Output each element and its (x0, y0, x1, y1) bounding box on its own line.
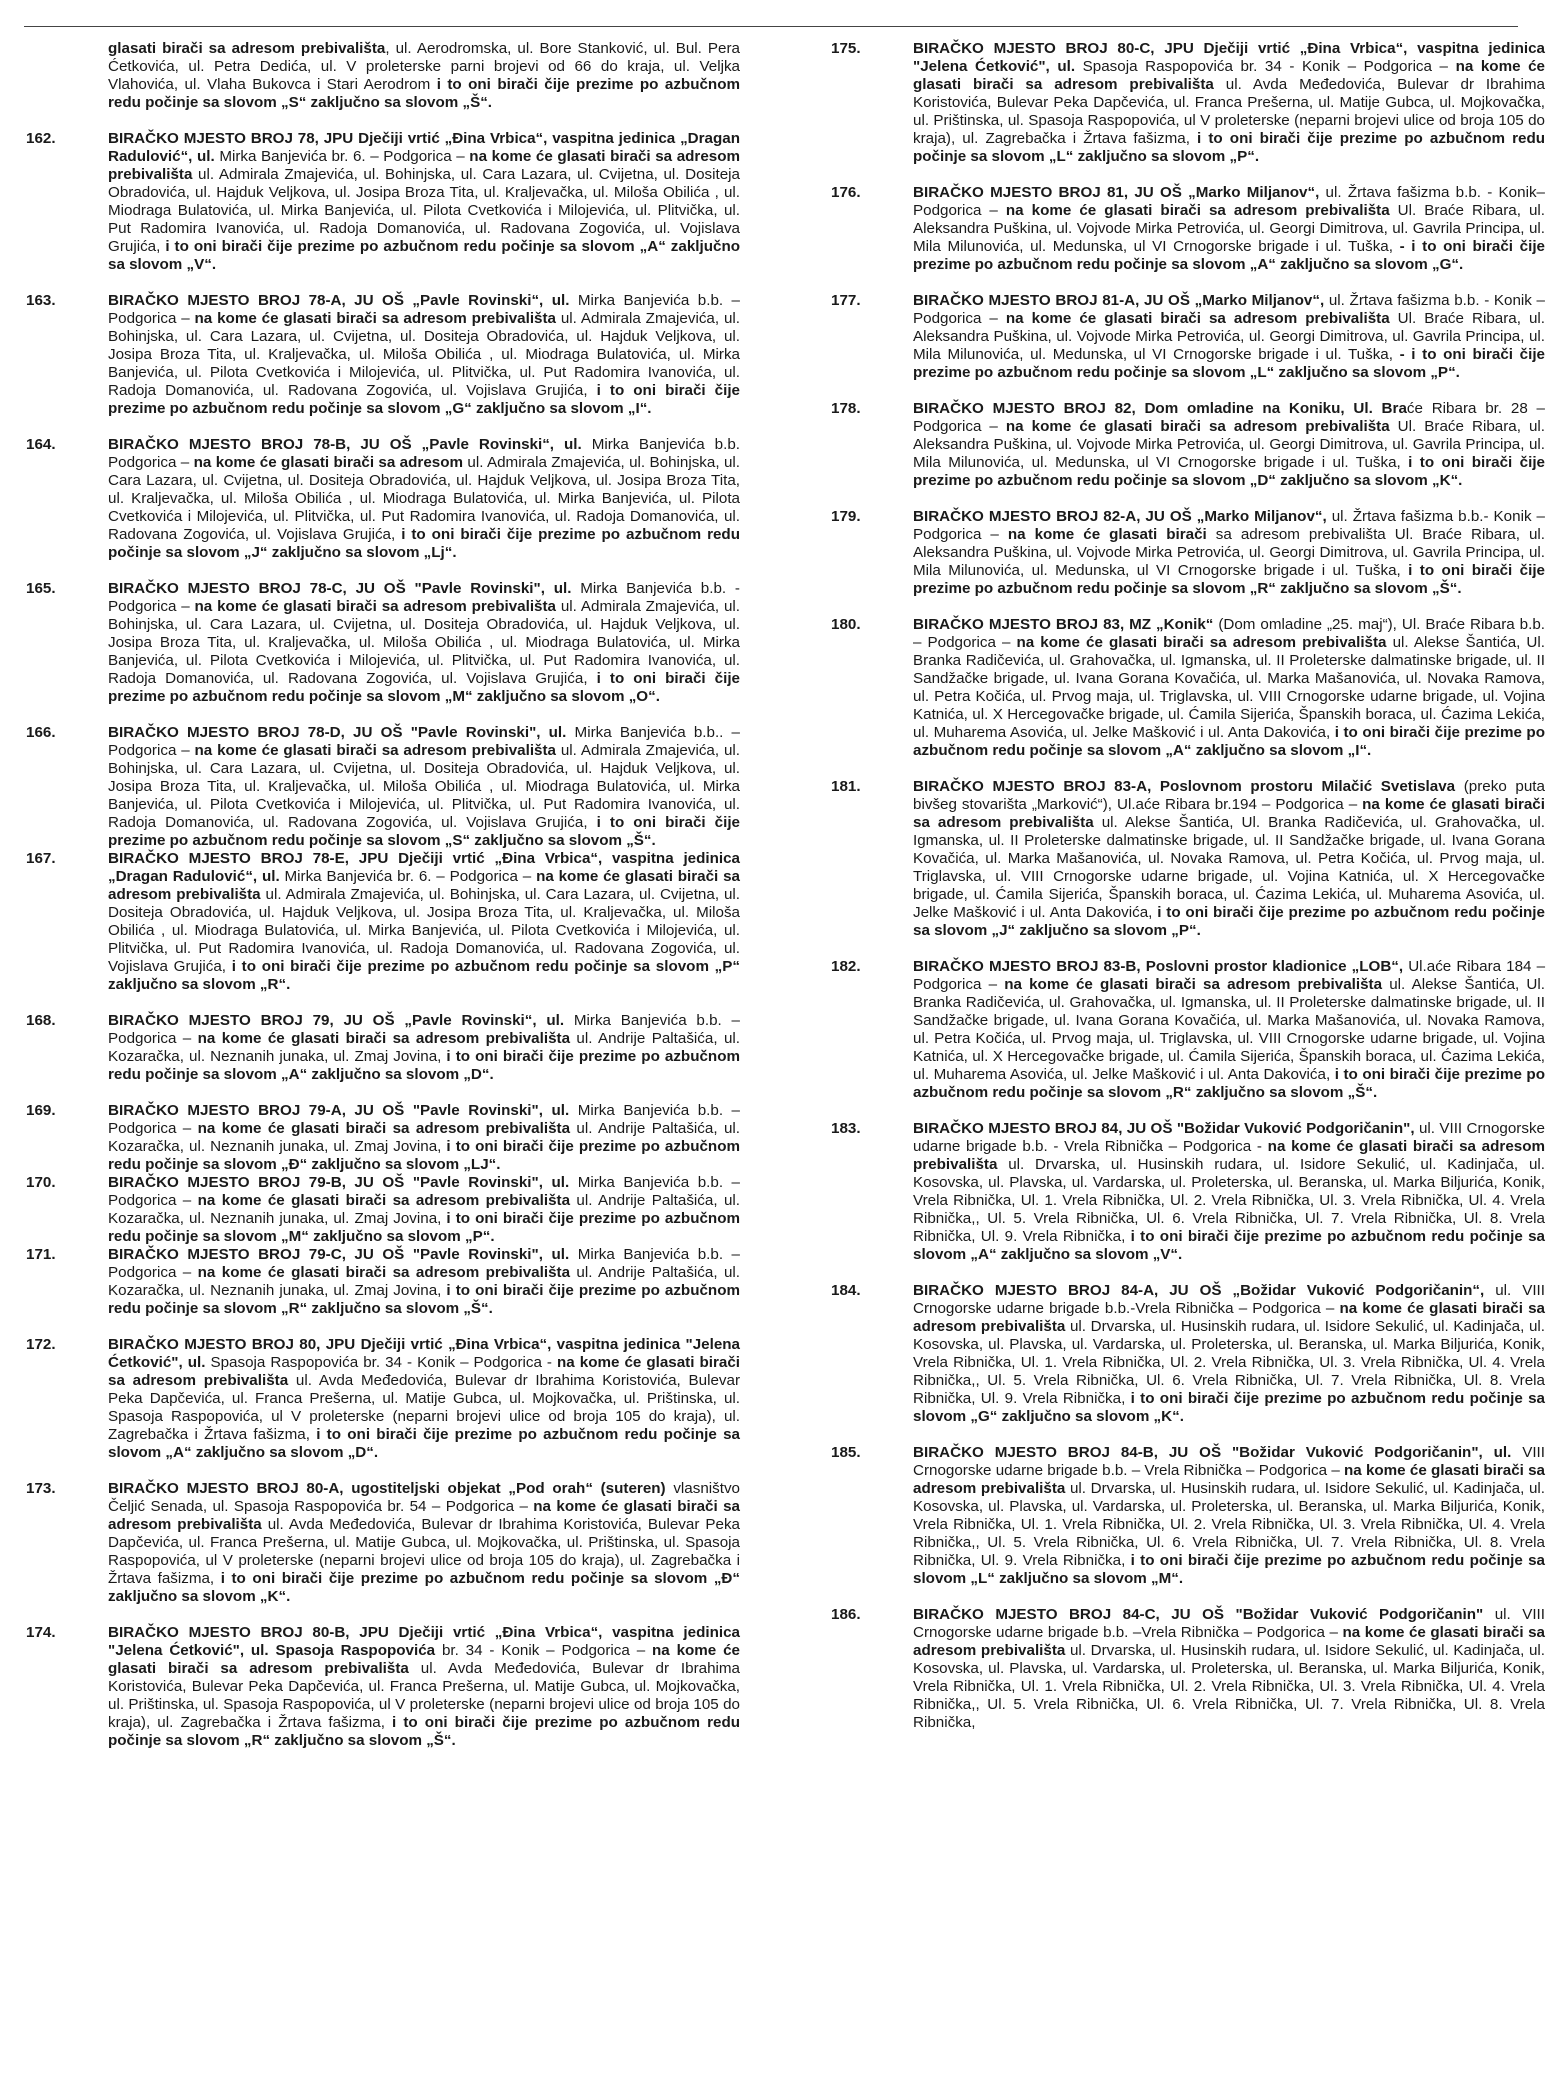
entry-text-bold: i to oni birači čije prezime po azbučnom redu počinje sa slovom „R“ zaključno sa slovom „Š“. (108, 1714, 741, 1749)
entry-text-regular: , ul. Aerodromska, ul. Bore Stanković, ul. Bul. Pera Ćetkovića, ul. Petra Dedića, ul. V proleterske parni brojevi od 66 do kraja, ul. Veljka Vlahovića, ul. Vlaha Bukovca i Stari Aerodrom (108, 40, 740, 93)
entry-text-regular: (preko puta bivšeg stovarišta „Marković“), Ul.aće Ribara br.194 – Podgorica – (913, 778, 1545, 813)
entry-text-regular: ul. Admirala Zmajevića, ul. Bohinjska, ul. Cara Lazara, ul. Cvijetna, ul. Dositeja Obradovića, ul. Hajduk Veljkova, ul. Josipa Broza Tita, ul. Kraljevačka, ul. Miloša Obilića , ul. Miodraga Bulatovića, ul. Mirka Banjevića, ul. Pilota Cvetkovića i Milojevića, ul. Plitvička, ul. Put Radomira Ivanovića, ul. Radoja Domanovića, ul. Radovana Zogovića, ul. Vojislava Grujića, (108, 310, 740, 399)
entry-text-regular: Mirka Banjevića b.b. – Podgorica – (108, 1102, 740, 1137)
entry-text-bold: na kome će glasati birači sa adresom prebivališta (194, 598, 556, 615)
entry-text-bold: BIRAČKO MJESTO BROJ 84-C, JU OŠ "Božidar Vuković Podgoričanin" (913, 1606, 1484, 1623)
entry-text-bold: na kome će glasati birači sa adresom prebivališta (1005, 310, 1390, 327)
entry-number: 182. (831, 958, 861, 975)
entry-text-bold: na kome će glasati birači sa adresom prebivališta (194, 310, 556, 327)
entry-text-bold: na kome će glasati birači sa adresom prebivališta (913, 1138, 1545, 1173)
entry-text-bold: i to oni birači čije prezime po azbučnom redu počinje sa slovom „A“ zaključno sa slovom „D“. (108, 1048, 740, 1083)
entry-text-bold: i to oni birači čije prezime po azbučnom redu počinje sa slovom „M“ zaključno sa slovom „O“. (108, 670, 740, 705)
entry-text-bold: i to oni birači čije prezime po azbučnom redu počinje sa slovom „L“ zaključno sa slovom „M“. (913, 1552, 1545, 1587)
entry-text-bold: BIRAČKO MJESTO BROJ 78-A, JU OŠ „Pavle Rovinski“, ul. (108, 292, 570, 309)
entry-text-bold: na kome će glasati birači sa adresom prebivališta (108, 1642, 740, 1677)
polling-station-entry (12, 40, 740, 112)
entry-text-bold: i to oni birači čije prezime po azbučnom redu počinje sa slovom „R“ zaključno sa slovom „Š“. (913, 1066, 1545, 1101)
entry-text-bold: i to oni birači čije prezime po azbučnom redu počinje sa slovom „D“ zaključno sa slovom „K“. (913, 454, 1545, 489)
entry-text-bold: i to oni birači čije prezime po azbučnom redu počinje sa slovom „A“ zaključno sa slovom „V“. (913, 1228, 1545, 1263)
polling-station-entry (817, 778, 1545, 940)
entry-text-bold: BIRAČKO MJESTO BROJ 84, JU OŠ "Božidar Vuković Podgoričanin", (913, 1120, 1415, 1137)
entry-text-bold: glasati birači sa adresom prebivališta (108, 40, 386, 57)
entry-text (913, 184, 1545, 274)
entry-number: 180. (831, 616, 861, 633)
entry-text-bold: na kome će glasati birači (1007, 526, 1207, 543)
polling-station-entry (12, 1102, 740, 1174)
entry-number: 170. (26, 1174, 56, 1191)
entry-text-bold: na kome će glasati birači sa adresom prebivališta (197, 1264, 571, 1281)
entry-number (12, 40, 108, 112)
entry-number: 174. (26, 1624, 56, 1641)
entry-text-regular: ul. Avda Međedovića, Bulevar dr Ibrahima Koristovića, Bulevar Peka Dapčevića, ul. Franca Prešerna, ul. Matije Gubca, ul. Mojkovačka, ul. Prištinska, ul. Spasoja Raspopovića, ul V proleterske (neparni brojevi ulice od broja 105 do kraja), ul. Zagrebačka i Žrtava fašizma, (108, 1372, 740, 1443)
entry-number: 175. (831, 40, 861, 57)
entry-text-regular: će Ribara br. 28 – Podgorica – (913, 400, 1545, 435)
polling-station-entry (817, 1120, 1545, 1264)
entry-number: 167. (26, 850, 56, 867)
entry-text-regular: ul. Alekse Šantića, Ul. Branka Radičevića, ul. Grahovačka, ul. Igmanska, ul. II Proleterske dalmatinske brigade, ul. II Sandžačke brigade, ul. Ivana Gorana Kovačića, ul. Marka Mašanovića, ul. Novaka Ramova, ul. Petra Kočića, ul. Prvog maja, ul. Triglavska, ul. VIII Crnogorske udarne brigade, ul. Vojina Katnića, ul. X Hercegovačke brigade, ul. Ćamila Sijerića, Španskih boraca, ul. Ćazima Lekića, ul. Muharema Asovića, ul. Jelke Mašković i ul. Anta Dakovića, (913, 976, 1545, 1083)
entry-text-bold: na kome će glasati birači sa adresom prebivališta (197, 1120, 571, 1137)
entry-text-bold: na kome će glasati birači sa adresom (193, 454, 463, 471)
entry-number: 177. (831, 292, 861, 309)
entry-text-bold: BIRAČKO MJESTO BROJ 79-B, JU OŠ "Pavle Rovinski", ul. (108, 1174, 570, 1191)
entry-text-bold: BIRAČKO MJESTO BROJ 80-A, ugostiteljski objekat „Pod orah“ (suteren) (108, 1480, 666, 1497)
entry-number: 165. (26, 580, 56, 597)
entry-text-regular: ul. VIII Crnogorske udarne brigade b.b. –Vrela Ribnička – Podgorica – (913, 1606, 1545, 1641)
entry-text-bold: BIRAČKO MJESTO BROJ 82-A, JU OŠ „Marko Miljanov“, (913, 508, 1327, 525)
entry-text-bold: BIRAČKO MJESTO BROJ 80-B, JPU Dječiji vrtić „Đina Vrbica“, vaspitna jedinica "Jelena Ćetković", ul. Spasoja Raspopovića (108, 1624, 740, 1659)
entry-text-bold: - i to oni birači čije prezime po azbučnom redu počinje sa slovom „A“ zaključno sa slovom „G“. (913, 238, 1545, 273)
entry-text-bold: i to oni birači čije prezime po azbučnom redu počinje sa slovom „G“ zaključno sa slovom „I“. (108, 382, 740, 417)
entry-text-bold: na kome će glasati birači sa adresom prebivališta (197, 1192, 571, 1209)
entry-text-bold: na kome će glasati birači sa adresom prebivališta (1005, 418, 1390, 435)
entry-text-bold: BIRAČKO MJESTO BROJ 78-B, JU OŠ „Pavle Rovinski“, ul. (108, 436, 582, 453)
entry-text-bold: BIRAČKO MJESTO BROJ 80-C, JPU Dječiji vrtić „Đina Vrbica“, vaspitna jedinica "Jelena Ćetković", ul. (913, 40, 1545, 75)
polling-station-entry (12, 580, 740, 706)
entry-text-regular: ul. Andrije Paltašića, ul. Kozaračka, ul. Neznanih junaka, ul. Zmaj Jovina, (108, 1264, 741, 1299)
polling-station-entry (12, 292, 740, 418)
entry-text-bold: na kome će glasati birači sa adresom prebivališta (194, 742, 556, 759)
entry-text (108, 1012, 740, 1084)
entry-text-regular: Mirka Banjevića b.b. – Podgorica – (108, 1174, 740, 1209)
entry-text-bold: i to oni birači čije prezime po azbučnom redu počinje sa slovom „L“ zaključno sa slovom „P“. (913, 130, 1546, 165)
entry-text-regular: Spasoja Raspopovića br. 34 - Konik – Podgorica – (1075, 58, 1456, 75)
entry-text-bold: i to oni birači čije prezime po azbučnom redu počinje sa slovom „A“ zaključno sa slovom „D“. (108, 1426, 740, 1461)
entry-text (913, 40, 1545, 166)
polling-station-entry (817, 1444, 1545, 1588)
polling-station-entry (817, 616, 1545, 760)
entry-text (108, 724, 740, 850)
entry-number: 178. (831, 400, 861, 417)
right-column (817, 40, 1545, 1732)
entry-text-bold: BIRAČKO MJESTO BROJ 80, JPU Dječiji vrtić „Đina Vrbica“, vaspitna jedinica "Jelena Ćetković", ul. (108, 1336, 740, 1371)
entry-text-bold: BIRAČKO MJESTO BROJ 84-B, JU OŠ "Božidar Vuković Podgoričanin", ul. (913, 1444, 1512, 1461)
entry-number: 181. (831, 778, 861, 795)
entry-text-regular: Ul. Braće Ribara, ul. Aleksandra Puškina, ul. Vojvode Mirka Petrovića, ul. Georgi Dimitrova, ul. Gavrila Principa, ul. Mila Milunovića, ul. Medunska, ul VI Crnogorske brigade i ul. Tuška, (913, 418, 1546, 471)
entry-text (108, 292, 740, 418)
entry-text-bold: i to oni birači čije prezime po azbučnom redu počinje sa slovom „S“ zaključno sa slovom „Š“. (108, 76, 740, 111)
entry-text-bold: na kome će glasati birači sa adresom prebivališta (1016, 634, 1387, 651)
entry-text (913, 508, 1545, 598)
entry-text-regular: ul. Avda Međedovića, Bulevar dr Ibrahima Koristovića, Bulevar Peka Dapčevića, ul. Franca Prešerna, ul. Matije Gubca, ul. Mojkovačka, ul. Prištinska, ul. Spasoja Raspopovića, ul V proleterske (neparni brojevi ulice od broja 105 do kraja), ul. Zagrebačka i Žrtava fašizma, (108, 1660, 740, 1731)
entry-text-regular: Spasoja Raspopovića br. 34 - Konik – Podgorica - (205, 1354, 558, 1371)
entry-text (913, 1606, 1545, 1732)
entry-text (108, 580, 740, 706)
entry-text-bold: BIRAČKO MJESTO BROJ 79-A, JU OŠ "Pavle Rovinski", ul. (108, 1102, 570, 1119)
entry-text-regular: br. 34 - Konik – Podgorica – (435, 1642, 652, 1659)
entry-text-regular: Mirka Banjevića b.b. Podgorica – (108, 436, 740, 471)
polling-station-entry (12, 850, 740, 994)
entry-text-regular: sa adresom prebivališta Ul. Braće Ribara, ul. Aleksandra Puškina, ul. Vojvode Mirka Petrovića, ul. Georgi Dimitrova, ul. Gavrila Principa, ul. Mila Milunovića, ul. Medunska, ul VI Crnogorske brigade i ul. Tuška, (913, 526, 1545, 579)
left-column (12, 40, 740, 1750)
entry-text-bold: i to oni birači čije prezime po azbučnom redu počinje sa slovom „M“ zaključno sa slovom „P“. (108, 1210, 740, 1245)
entry-text-regular: ul. Drvarska, ul. Husinskih rudara, ul. Isidore Sekulić, ul. Kadinjača, ul. Kosovska, ul. Plavska, ul. Vardarska, ul. Proleterska, ul. Beranska, ul. Marka Biljurića, Konik, Vrela Ribnička, Ul. 1. Vrela Ribnička, Ul. 2. Vrela Ribnička, Ul. 3. Vrela Ribnička, Ul. 4. Vrela Ribnička,, Ul. 5. Vrela Ribnička, Ul. 6. Vrela Ribnička, Ul. 7. Vrela Ribnička, Ul. 8. Vrela Ribnička, Ul. 9. Vrela Ribnička, (913, 1156, 1545, 1245)
entry-text-bold: BIRAČKO MJESTO BROJ 81, JU OŠ „Marko Miljanov“, (913, 184, 1320, 201)
polling-station-entry (817, 508, 1545, 598)
entry-text-bold: i to oni birači čije prezime po azbučnom redu počinje sa slovom „R“ zaključno sa slovom „Š“. (108, 1282, 740, 1317)
entry-text (108, 1102, 740, 1174)
entry-text (913, 1282, 1545, 1426)
entry-number: 185. (831, 1444, 861, 1461)
entry-text-bold: BIRAČKO MJESTO BROJ 83-B, Poslovni prostor kladionice „LOB“, (913, 958, 1404, 975)
entry-text-regular: ul. Žrtava fašizma b.b. - Konik– Podgorica – (913, 184, 1545, 219)
entry-text-bold: i to oni birači čije prezime po azbučnom redu počinje sa slovom „J“ zaključno sa slovom „P“. (913, 904, 1545, 939)
entry-text-bold: na kome će glasati birači sa adresom prebivališta (1004, 976, 1383, 993)
entry-text-bold: BIRAČKO MJESTO BROJ 79-C, JU OŠ "Pavle Rovinski", ul. (108, 1246, 570, 1263)
entry-text-regular: ul. Drvarska, ul. Husinskih rudara, ul. Isidore Sekulić, ul. Kadinjača, ul. Kosovska, ul. Plavska, ul. Vardarska, ul. Proleterska, ul. Beranska, ul. Marka Biljurića, Konik, Vrela Ribnička, Ul. 1. Vrela Ribnička, Ul. 2. Vrela Ribnička, Ul. 3. Vrela Ribnička, Ul. 4. Vrela Ribnička,, Ul. 5. Vrela Ribnička, Ul. 6. Vrela Ribnička, Ul. 7. Vrela Ribnička, Ul. 8. Vrela Ribnička, Ul. 9. Vrela Ribnička, (913, 1480, 1545, 1569)
entry-text (913, 292, 1545, 382)
entry-text (108, 850, 740, 994)
entry-text-bold: i to oni birači čije prezime po azbučnom redu počinje sa slovom „P“ zaključno sa slovom „R“. (108, 958, 740, 993)
entry-text-regular: Ul. Braće Ribara, ul. Aleksandra Puškina, ul. Vojvode Mirka Petrovića, ul. Georgi Dimitrova, ul. Gavrila Principa, ul. Mila Milunovića, ul. Medunska, ul VI Crnogorske brigade i ul. Tuška, (913, 202, 1546, 255)
entry-number: 173. (26, 1480, 56, 1497)
entry-text-regular: Mirka Banjevića br. 6. – Podgorica – (279, 868, 537, 885)
entry-text-bold: BIRAČKO MJESTO BROJ 78-C, JU OŠ "Pavle Rovinski", ul. (108, 580, 572, 597)
entry-text-bold: - i to oni birači čije prezime po azbučnom redu počinje sa slovom „L“ zaključno sa slovom „P“. (913, 346, 1545, 381)
entry-number: 171. (26, 1246, 56, 1263)
entry-text-regular: ul. Alekse Šantića, Ul. Branka Radičevića, ul. Grahovačka, ul. Igmanska, ul. II Proleterske dalmatinske brigade, ul. II Sandžačke brigade, ul. Ivana Gorana Kovačića, ul. Marka Mašanovića, ul. Novaka Ramova, ul. Petra Kočića, ul. Prvog maja, ul. Triglavska, ul. VIII Crnogorske udarne brigade, ul. Vojina Katnića, ul. X Hercegovačke brigade, ul. Ćamila Sijerića, Španskih boraca, ul. Ćazima Lekića, ul. Muharema Asovića, ul. Jelke Mašković i ul. Anta Dakovića, (913, 634, 1545, 741)
entry-number: 168. (26, 1012, 56, 1029)
entry-text (108, 1336, 740, 1462)
entry-text-bold: na kome će glasati birači sa adresom prebivališta (108, 148, 740, 183)
entry-text-regular: ul. Admirala Zmajevića, ul. Bohinjska, ul. Cara Lazara, ul. Cvijetna, ul. Dositeja Obradovića, ul. Hajduk Veljkova, ul. Josipa Broza Tita, ul. Kraljevačka, ul. Miloša Obilića , ul. Miodraga Bulatovića, ul. Mirka Banjevića, ul. Pilota Cvetkovića i Milojevića, ul. Plitvička, ul. Put Radomira Ivanovića, ul. Radoja Domanovića, ul. Radovana Zogovića, ul. Vojislava Grujića, (108, 886, 740, 975)
entry-number: 186. (831, 1606, 861, 1623)
entry-text (913, 400, 1545, 490)
polling-station-entry (817, 958, 1545, 1102)
entry-text-regular: (Dom omladine „25. maj“), Ul. Braće Ribara b.b. – Podgorica – (913, 616, 1545, 651)
polling-station-entry (12, 1174, 740, 1246)
entry-text-regular: ul. Drvarska, ul. Husinskih rudara, ul. Isidore Sekulić, ul. Kadinjača, ul. Kosovska, ul. Plavska, ul. Vardarska, ul. Proleterska, ul. Beranska, ul. Marka Biljurića, Konik, Vrela Ribnička, Ul. 1. Vrela Ribnička, Ul. 2. Vrela Ribnička, Ul. 3. Vrela Ribnička, Ul. 4. Vrela Ribnička,, Ul. 5. Vrela Ribnička, Ul. 6. Vrela Ribnička, Ul. 7. Vrela Ribnička, Ul. 8. Vrela Ribnička, (913, 1642, 1545, 1731)
entry-text-bold: BIRAČKO MJESTO BROJ 83, MZ „Konik“ (913, 616, 1214, 633)
entry-text-bold: i to oni birači čije prezime po azbučnom redu počinje sa slovom „A“ zaključno sa slovom „I“. (913, 724, 1545, 759)
entry-number: 184. (831, 1282, 861, 1299)
entry-text-regular: ul. Avda Međedovića, Bulevar dr Ibrahima Koristovića, Bulevar Peka Dapčevića, ul. Franca Prešerna, ul. Matije Gubca, ul. Mojkovačka, ul. Prištinska, ul. Spasoja Raspopovića, ul V proleterske (neparni brojevi ulice od broja 105 do kraja), ul. Zagrebačka i Žrtava fašizma, (108, 1516, 740, 1587)
polling-station-entry (817, 292, 1545, 382)
entry-text-bold: BIRAČKO MJESTO BROJ 82, Dom omladine na Koniku, Ul. Bra (913, 400, 1407, 417)
entry-number: 172. (26, 1336, 56, 1353)
entry-text (108, 130, 740, 274)
entry-text-bold: na kome će glasati birači sa adresom prebivališta (108, 1498, 740, 1533)
entry-text-regular: ul. Avda Međedovića, Bulevar dr Ibrahima Koristovića, Bulevar Peka Dapčevića, ul. Franca Prešerna, ul. Matije Gubca, ul. Mojkovačka, ul. Prištinska, ul. Spasoja Raspopovića, ul V proleterske (neparni brojevi ulice od broja 105 do kraja), ul. Zagrebačka i Žrtava fašizma, (913, 76, 1545, 147)
entry-text-bold: BIRAČKO MJESTO BROJ 81-A, JU OŠ „Marko Miljanov“, (913, 292, 1325, 309)
entry-number: 162. (26, 130, 56, 147)
entry-text-regular: ul. Drvarska, ul. Husinskih rudara, ul. Isidore Sekulić, ul. Kadinjača, ul. Kosovska, ul. Plavska, ul. Vardarska, ul. Proleterska, ul. Beranska, ul. Marka Biljurića, Konik, Vrela Ribnička, Ul. 1. Vrela Ribnička, Ul. 2. Vrela Ribnička, Ul. 3. Vrela Ribnička, Ul. 4. Vrela Ribnička,, Ul. 5. Vrela Ribnička, Ul. 6. Vrela Ribnička, Ul. 7. Vrela Ribnička, Ul. 8. Vrela Ribnička, Ul. 9. Vrela Ribnička, (913, 1318, 1545, 1407)
entry-text-bold: na kome će glasati birači sa adresom prebivališta (913, 1300, 1545, 1335)
polling-station-entry (12, 130, 740, 274)
entry-text-bold: i to oni birači čije prezime po azbučnom redu počinje sa slovom „G“ zaključno sa slovom „K“. (913, 1390, 1545, 1425)
entry-text-bold: i to oni birači čije prezime po azbučnom redu počinje sa slovom „Đ“ zaključno sa slovom „K“. (108, 1570, 740, 1605)
entry-text-bold: na kome će glasati birači sa adresom prebivališta (1005, 202, 1390, 219)
entry-text-regular: Mirka Banjevića b.b. - Podgorica – (108, 580, 740, 615)
polling-station-entry (12, 724, 740, 850)
entry-number: 183. (831, 1120, 861, 1137)
entry-text (108, 1246, 740, 1318)
polling-station-entry (12, 436, 740, 562)
entry-text-bold: na kome će glasati birači sa adresom prebivališta (108, 1354, 740, 1389)
entry-text (108, 436, 740, 562)
polling-station-entry (12, 1624, 740, 1750)
entry-text-regular: ul. VIII Crnogorske udarne brigade b.b. - Vrela Ribnička – Podgorica - (913, 1120, 1545, 1155)
entry-text-regular: ul. Žrtava fašizma b.b. - Konik – Podgorica – (913, 292, 1545, 327)
entry-text-regular: ul. Admirala Zmajevića, ul. Bohinjska, ul. Cara Lazara, ul. Cvijetna, ul. Dositeja Obradovića, ul. Hajduk Veljkova, ul. Josipa Broza Tita, ul. Kraljevačka, ul. Miloša Obilića , ul. Miodraga Bulatovića, ul. Mirka Banjevića, ul. Pilota Cvetkovića i Milojevića, ul. Plitvička, ul. Put Radomira Ivanovića, ul. Radoja Domanovića, ul. Radovana Zogovića, ul. Vojislava Grujića, (108, 598, 740, 687)
polling-station-entry (817, 40, 1545, 166)
entry-text-regular: Mirka Banjevića b.b.. – Podgorica – (108, 724, 740, 759)
polling-station-entry (12, 1246, 740, 1318)
entry-text-regular: ul. VIII Crnogorske udarne brigade b.b.-Vrela Ribnička – Podgorica – (913, 1282, 1545, 1317)
entry-text-bold: i to oni birači čije prezime po azbučnom redu počinje sa slovom „Đ“ zaključno sa slovom „LJ“. (108, 1138, 740, 1173)
entry-text-bold: BIRAČKO MJESTO BROJ 78, JPU Dječiji vrtić „Đina Vrbica“, vaspitna jedinica „Dragan Radulović“, ul. (108, 130, 740, 165)
entry-text-regular: Mirka Banjevića b.b. – Podgorica – (108, 1246, 740, 1281)
entry-text-regular: ul. Admirala Zmajevića, ul. Bohinjska, ul. Cara Lazara, ul. Cvijetna, ul. Dositeja Obradovića, ul. Hajduk Veljkova, ul. Josipa Broza Tita, ul. Kraljevačka, ul. Miloša Obilića , ul. Miodraga Bulatovića, ul. Mirka Banjevića, ul. Pilota Cvetkovića i Milojevića, ul. Plitvička, ul. Put Radomira Ivanovića, ul. Radoja Domanovića, ul. Radovana Zogovića, ul. Vojislava Grujića, (108, 742, 740, 831)
entry-text (108, 1174, 740, 1246)
entry-text-bold: BIRAČKO MJESTO BROJ 83-A, Poslovnom prostoru Milačić Svetislava (913, 778, 1456, 795)
polling-station-entry (817, 400, 1545, 490)
polling-station-entry (817, 1282, 1545, 1426)
entry-text-bold: na kome će glasati birači sa adresom prebivališta (197, 1030, 571, 1047)
entry-text (108, 1480, 740, 1606)
polling-station-entry (12, 1336, 740, 1462)
entry-text (913, 958, 1545, 1102)
entry-text-bold: na kome će glasati birači sa adresom prebivališta (913, 796, 1545, 831)
entry-text-regular: ul. Admirala Zmajevića, ul. Bohinjska, ul. Cara Lazara, ul. Cvijetna, ul. Dositeja Obradovića, ul. Hajduk Veljkova, ul. Josipa Broza Tita, ul. Kraljevačka, ul. Miloša Obilića , ul. Miodraga Bulatovića, ul. Mirka Banjevića, ul. Pilota Cvetkovića i Milojevića, ul. Plitvička, ul. Put Radomira Ivanovića, ul. Radoja Domanovića, ul. Radovana Zogovića, ul. Vojislava Grujića, (108, 454, 740, 543)
polling-station-entry (12, 1012, 740, 1084)
entry-number: 166. (26, 724, 56, 741)
entry-text-bold: na kome će glasati birači sa adresom prebivališta (913, 58, 1545, 93)
polling-station-entry (817, 1606, 1545, 1732)
entry-text (913, 1120, 1545, 1264)
entry-text-regular: ul. Alekse Šantića, Ul. Branka Radičevića, ul. Grahovačka, ul. Igmanska, ul. II Proleterske dalmatinske brigade, ul. II Sandžačke brigade, ul. Ivana Gorana Kovačića, ul. Marka Mašanovića, ul. Novaka Ramova, ul. Petra Kočića, ul. Prvog maja, ul. Triglavska, ul. VIII Crnogorske udarne brigade, ul. Vojina Katnića, ul. X Hercegovačke brigade, ul. Ćamila Sijerića, Španskih boraca, ul. Ćazima Lekića, ul. Muharema Asovića, ul. Jelke Mašković i ul. Anta Dakovića, (913, 814, 1545, 921)
entry-text (108, 1624, 740, 1750)
polling-station-entry (817, 184, 1545, 274)
entry-text (913, 1444, 1545, 1588)
entry-text-regular: Ul. Braće Ribara, ul. Aleksandra Puškina, ul. Vojvode Mirka Petrovića, ul. Georgi Dimitrova, ul. Gavrila Principa, ul. Mila Milunovića, ul. Medunska, ul VI Crnogorske brigade i ul. Tuška, (913, 310, 1546, 363)
entry-text-bold: na kome će glasati birači sa adresom prebivališta (108, 868, 740, 903)
entry-number: 169. (26, 1102, 56, 1119)
entry-text-regular: ul. Andrije Paltašića, ul. Kozaračka, ul. Neznanih junaka, ul. Zmaj Jovina, (108, 1120, 741, 1155)
entry-text (913, 778, 1545, 940)
entry-text-regular: ul. Žrtava fašizma b.b.- Konik – Podgorica – (913, 508, 1545, 543)
entry-text-regular: Mirka Banjevića b.b. – Podgorica – (108, 1012, 740, 1047)
entry-number: 164. (26, 436, 56, 453)
entry-text-regular: ul. Andrije Paltašića, ul. Kozaračka, ul. Neznanih junaka, ul. Zmaj Jovina, (108, 1030, 741, 1065)
entry-number: 179. (831, 508, 861, 525)
entry-text-bold: na kome će glasati birači sa adresom prebivališta (913, 1462, 1545, 1497)
entry-text-regular: ul. Andrije Paltašića, ul. Kozaračka, ul. Neznanih junaka, ul. Zmaj Jovina, (108, 1192, 741, 1227)
entry-text-bold: BIRAČKO MJESTO BROJ 79, JU OŠ „Pavle Rovinski“, ul. (108, 1012, 565, 1029)
entry-text-bold: BIRAČKO MJESTO BROJ 84-A, JU OŠ „Božidar Vuković Podgoričanin“, (913, 1282, 1485, 1299)
entry-text-regular: ul. Admirala Zmajevića, ul. Bohinjska, ul. Cara Lazara, ul. Cvijetna, ul. Dositeja Obradovića, ul. Hajduk Veljkova, ul. Josipa Broza Tita, ul. Kraljevačka, ul. Miloša Obilića , ul. Miodraga Bulatovića, ul. Mirka Banjevića, ul. Pilota Cvetkovića i Milojevića, ul. Plitvička, ul. Put Radomira Ivanovića, ul. Radoja Domanovića, ul. Radovana Zogovića, ul. Vojislava Grujića, (108, 166, 740, 255)
entry-text (913, 616, 1545, 760)
entry-text-regular: Mirka Banjevića b.b. – Podgorica – (108, 292, 741, 327)
entry-text-regular: Ul.aće Ribara 184 – Podgorica – (913, 958, 1546, 993)
entry-number: 163. (26, 292, 56, 309)
entry-text-bold: i to oni birači čije prezime po azbučnom redu počinje sa slovom „A“ zaključno sa slovom „V“. (108, 238, 740, 273)
entry-text-bold: BIRAČKO MJESTO BROJ 78-D, JU OŠ "Pavle Rovinski", ul. (108, 724, 567, 741)
entry-text (108, 40, 740, 112)
entry-text-bold: BIRAČKO MJESTO BROJ 78-E, JPU Dječiji vrtić „Đina Vrbica“, vaspitna jedinica „Dragan Radulović“, ul. (108, 850, 740, 885)
entry-number: 176. (831, 184, 861, 201)
entry-text-bold: i to oni birači čije prezime po azbučnom redu počinje sa slovom „J“ zaključno sa slovom „Lj“. (108, 526, 740, 561)
entry-text-bold: i to oni birači čije prezime po azbučnom redu počinje sa slovom „R“ zaključno sa slovom „Š“. (913, 562, 1545, 597)
entry-text-regular: VIII Crnogorske udarne brigade b.b. – Vrela Ribnička – Podgorica – (913, 1444, 1545, 1479)
polling-station-entry (12, 1480, 740, 1606)
entry-text-bold: na kome će glasati birači sa adresom prebivališta (913, 1624, 1545, 1659)
entry-text-regular: vlasništvo Čeljić Senada, ul. Spasoja Raspopovića br. 54 – Podgorica – (108, 1480, 741, 1515)
entry-text-bold: i to oni birači čije prezime po azbučnom redu počinje sa slovom „S“ zaključno sa slovom „Š“. (108, 814, 740, 849)
entry-text-regular: Mirka Banjevića br. 6. – Podgorica – (214, 148, 470, 165)
